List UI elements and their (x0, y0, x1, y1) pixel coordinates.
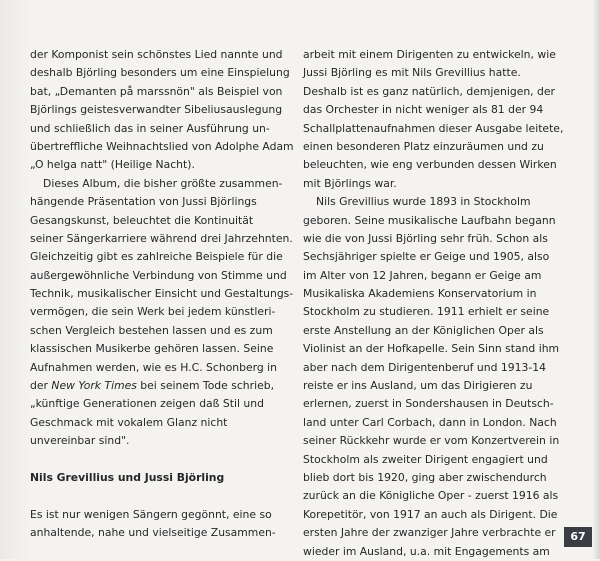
text-line: Aufnahmen werden, wie es H.C. Schonberg in (30, 360, 278, 374)
text-line: der New York Times bei seinem Tode schrieb, (30, 379, 275, 393)
text-line: seiner Rückkehr wurde er vom Konzertverein in (303, 434, 560, 448)
text-line: der Komponist sein schönstes Lied nannte und (30, 48, 283, 61)
text-line: geboren. Seine musikalische Laufbahn begann (303, 213, 556, 227)
page-number-badge: 67 (564, 527, 592, 547)
text-line: wieder im Ausland, u.a. mit Engagements am (303, 544, 550, 558)
text-line: bat, „Demanten på marssnön" als Beispiel von (30, 84, 283, 98)
text-line: und schließlich das in seiner Ausführung un- (30, 121, 270, 135)
text-line: schen Vergleich bestehen lassen und es zum (30, 323, 273, 337)
text-line: mit Björlings war. (303, 176, 397, 190)
text-line: Stockholm als zweiter Dirigent engagiert und (303, 452, 548, 466)
text-line: Es ist nur wenigen Sängern gegönnt, eine so (30, 507, 272, 521)
paragraph-gap (30, 451, 271, 469)
text-line: arbeit mit einem Dirigenten zu entwickeln, wie (303, 48, 556, 61)
section-heading: Nils Grevillius und Jussi Björling (30, 471, 225, 485)
text-line: aber nach dem Dirigentenberuf und 1913-14 (303, 360, 547, 374)
text-line: blieb dort bis 1920, ging aber zwischendurch (303, 470, 547, 484)
text-line: reiste er ins Ausland, um das Dirigieren zu (303, 379, 533, 393)
left-paragraph-3 (30, 506, 276, 543)
text-line: beleuchten, wie eng verbunden dessen Wirken (303, 158, 557, 172)
text-line: Gleichzeitig gibt es zahlreiche Beispiele für die (30, 250, 283, 264)
text-line: Deshalb ist es ganz natürlich, demjenigen, der (303, 84, 555, 98)
text-line: Jussi Björling es mit Nils Grevillius hatte. (303, 66, 521, 80)
text-line: deshalb Björling besonders um eine Einspielung (30, 66, 290, 80)
left-column (30, 46, 294, 543)
text-line: außergewöhnliche Verbindung von Stimme und (30, 268, 287, 282)
left-paragraph-1 (30, 46, 294, 175)
text-line: Nils Grevillius wurde 1893 in Stockholm (316, 195, 531, 209)
text-line: erlernen, zuerst in Sondershausen in Deutsch- (303, 397, 554, 411)
paragraph-gap (30, 487, 271, 505)
text-line: ersten Jahre der zwanziger Jahre verbrachte er (303, 526, 556, 540)
text-line: Schallplattenaufnahmen dieser Ausgabe leitete, (303, 121, 564, 135)
newspaper-title: New York Times (51, 379, 137, 393)
text-line: Björlings geistesverwandter Sibeliusauslegung (30, 103, 283, 117)
text-line: Stockholm zu studieren. 1911 erhielt er seine (303, 305, 550, 319)
text-line: Geschmack mit vokalem Glanz nicht unvereinbar sind". (30, 415, 228, 448)
text-line: hängende Präsentation von Jussi Björlings (30, 195, 257, 209)
text-line: im Alter von 12 Jahren, begann er Geige am (303, 268, 542, 282)
text-line: Korepetitör, von 1917 an auch als Dirigent. Die (303, 507, 558, 521)
text-line: klassischen Musikerbe gehören lassen. Seine (30, 342, 274, 356)
text-line: das Orchester in nicht weniger als 81 der 94 (303, 103, 544, 117)
text-line: übertreffliche Weihnachtslied von Adolphe Adam (30, 139, 294, 153)
text-line: Sechsjähriger spielte er Geige und 1905, also (303, 250, 550, 264)
text-line: land unter Carl Corbach, dann in London. Nach (303, 415, 557, 429)
right-paragraph-2 (303, 193, 560, 561)
left-paragraph-2 (30, 175, 294, 451)
text-line: Technik, musikalischer Einsicht und Gestaltungs- (30, 287, 294, 301)
text-line: Musikaliska Akademiens Konservatorium in (303, 287, 537, 301)
right-column (303, 46, 564, 561)
text-line: Dieses Album, die bisher größte zusammen- (43, 176, 283, 190)
text-line: seiner Sängerkarriere während drei Jahrzehnten. (30, 231, 293, 245)
text-line: wie die von Jussi Björling sehr früh. Schon als (303, 231, 548, 245)
right-paragraph-1 (303, 46, 564, 193)
text-line: zurück an die Königliche Oper - zuerst 1916 als (303, 489, 559, 503)
page-edge-shadow (592, 0, 600, 559)
text-line: vermögen, die sein Werk bei jedem künstleri- (30, 305, 276, 319)
text-line: Violinist an der Hofkapelle. Sein Sinn stand ihm (303, 342, 560, 356)
text-line: Gesangskunst, beleuchtet die Kontinuität (30, 213, 254, 227)
text-line: „künftige Generationen zeigen daß Stil und (30, 397, 264, 411)
page-edge-wear (0, 0, 30, 559)
text-line: einen besonderen Platz einzuräumen und zu (303, 139, 544, 153)
text-line: „O helga natt" (Heilige Nacht). (30, 158, 195, 172)
text-line: erste Anstellung an der Königlichen Oper als (303, 323, 544, 337)
text-line: anhaltende, nahe und vielseitige Zusammen- (30, 526, 276, 540)
